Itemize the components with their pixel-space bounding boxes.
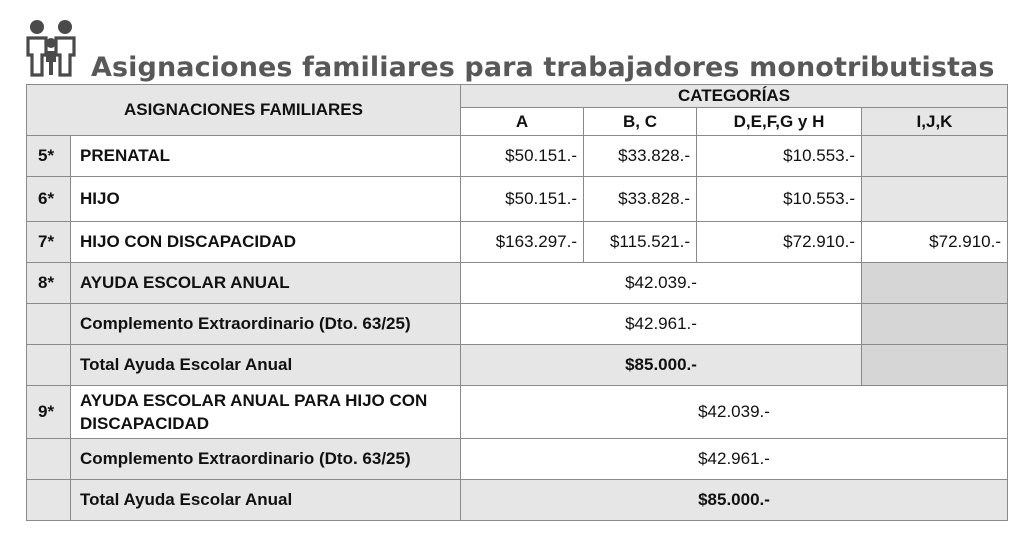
value-cell: $10.553.-	[697, 177, 862, 222]
row-number	[27, 439, 71, 480]
category-ijk: I,J,K	[862, 108, 1008, 136]
allowances-table	[26, 84, 1008, 521]
row-label: AYUDA ESCOLAR ANUAL	[71, 263, 461, 304]
value-cell: $42.961.-	[461, 304, 862, 345]
row-number: 7*	[27, 222, 71, 263]
header-categories: CATEGORÍAS	[461, 85, 1008, 108]
table-row	[27, 177, 1008, 222]
row-label: AYUDA ESCOLAR ANUAL PARA HIJO CON DISCAPACIDAD	[71, 386, 461, 439]
row-number	[27, 480, 71, 521]
value-cell: $42.961.-	[461, 439, 1008, 480]
header-allowances: ASIGNACIONES FAMILIARES	[27, 85, 461, 136]
row-label: Total Ayuda Escolar Anual	[71, 480, 461, 521]
table-row	[27, 480, 1008, 521]
row-label: Complemento Extraordinario (Dto. 63/25)	[71, 439, 461, 480]
value-cell: $42.039.-	[461, 386, 1008, 439]
row-number	[27, 304, 71, 345]
row-label: HIJO	[71, 177, 461, 222]
row-label: PRENATAL	[71, 136, 461, 177]
page-title: Asignaciones familiares para trabajadores monotributistas	[91, 52, 995, 83]
row-number: 9*	[27, 386, 71, 439]
value-cell: $115.521.-	[584, 222, 697, 263]
value-cell: $163.297.-	[461, 222, 584, 263]
table-row	[27, 136, 1008, 177]
table-row	[27, 386, 1008, 439]
row-label: Total Ayuda Escolar Anual	[71, 345, 461, 386]
value-cell: $72.910.-	[697, 222, 862, 263]
table-row	[27, 345, 1008, 386]
row-number	[27, 345, 71, 386]
table-row	[27, 439, 1008, 480]
value-cell: $42.039.-	[461, 263, 862, 304]
empty-cell	[862, 263, 1008, 304]
category-defgh: D,E,F,G y H	[697, 108, 862, 136]
value-cell: $10.553.-	[697, 136, 862, 177]
table-row	[27, 304, 1008, 345]
family-icon	[26, 18, 80, 80]
value-cell: $50.151.-	[461, 136, 584, 177]
empty-cell	[862, 304, 1008, 345]
row-label: HIJO CON DISCAPACIDAD	[71, 222, 461, 263]
row-label: Complemento Extraordinario (Dto. 63/25)	[71, 304, 461, 345]
page-header	[26, 12, 1016, 82]
empty-cell	[862, 177, 1008, 222]
table-row	[27, 263, 1008, 304]
empty-cell	[862, 345, 1008, 386]
row-number: 5*	[27, 136, 71, 177]
table-row	[27, 222, 1008, 263]
value-cell: $33.828.-	[584, 136, 697, 177]
total-value-cell: $85.000.-	[461, 345, 862, 386]
total-value-cell: $85.000.-	[461, 480, 1008, 521]
value-cell: $33.828.-	[584, 177, 697, 222]
category-a: A	[461, 108, 584, 136]
category-bc: B, C	[584, 108, 697, 136]
row-number: 8*	[27, 263, 71, 304]
row-number: 6*	[27, 177, 71, 222]
value-cell: $72.910.-	[862, 222, 1008, 263]
empty-cell	[862, 136, 1008, 177]
value-cell: $50.151.-	[461, 177, 584, 222]
